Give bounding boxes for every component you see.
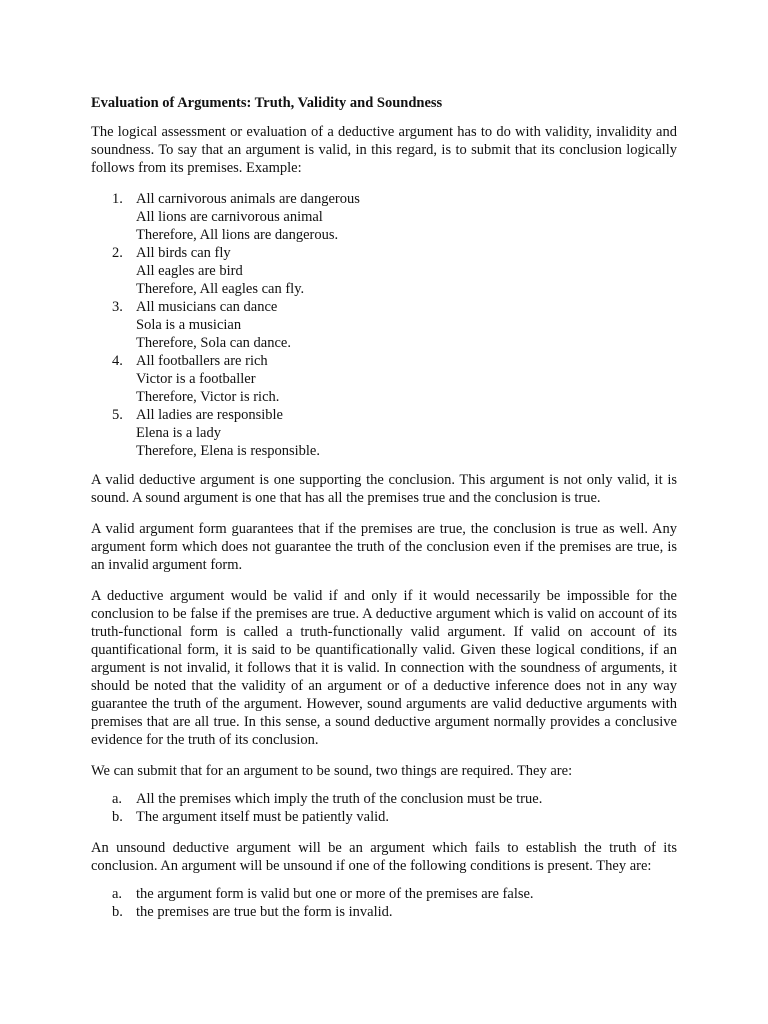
- list-marker: b.: [112, 809, 123, 825]
- example-number: 3.: [112, 299, 123, 315]
- document-title: Evaluation of Arguments: Truth, Validity and Soundness: [91, 95, 443, 111]
- example-number: 1.: [112, 191, 123, 207]
- requirement-item: [91, 808, 677, 826]
- example-premise: Victor is a footballer: [136, 371, 256, 387]
- requirement-item: [91, 790, 677, 808]
- example-premise: All eagles are bird: [136, 263, 243, 279]
- example-conclusion: Therefore, Sola can dance.: [136, 335, 291, 351]
- example-number: 5.: [112, 407, 123, 423]
- body-paragraph: A deductive argument would be valid if and only if it would necessarily be impossible for the conclusion to be false if the premises are true. A deductive argument which is valid on account of its truth-functional form is called a truth-functionally valid argument. If valid on account of its quantificational form, it is said to be quantificationally valid. Given these logical conditions, if an argument is not invalid, it follows that it is valid. In connection with the soundness of arguments, it should be noted that the validity of an argument or of a deductive inference does not in any way guarantee the truth of the argument. However, sound arguments are valid deductive arguments with premises that are all true. In this sense, a sound deductive argument normally provides a conclusive evidence for the truth of its conclusion.: [91, 588, 677, 748]
- example-premise: All lions are carnivorous animal: [136, 209, 323, 225]
- example-premise: All ladies are responsible: [136, 407, 283, 423]
- requirement-text: All the premises which imply the truth of the conclusion must be true.: [136, 791, 543, 807]
- example-item: [91, 298, 677, 352]
- example-item: [91, 244, 677, 298]
- list-marker: b.: [112, 904, 123, 920]
- condition-item: [91, 903, 677, 921]
- sound-requirements-list: [91, 790, 677, 826]
- example-premise: All birds can fly: [136, 245, 231, 261]
- example-premise: Elena is a lady: [136, 425, 221, 441]
- example-number: 4.: [112, 353, 123, 369]
- example-premise: All carnivorous animals are dangerous: [136, 191, 360, 207]
- list-marker: a.: [112, 886, 123, 902]
- document-page: [91, 94, 677, 934]
- example-number: 2.: [112, 245, 123, 261]
- intro-paragraph: The logical assessment or evaluation of a deductive argument has to do with validity, invalidity and soundness. To say that an argument is valid, in this regard, is to submit that its conclusion logically follows from its premises. Example:: [91, 124, 677, 176]
- example-premise: All musicians can dance: [136, 299, 278, 315]
- body-paragraph: A valid deductive argument is one supporting the conclusion. This argument is not only valid, it is sound. A sound argument is one that has all the premises true and the conclusion is true.: [91, 472, 677, 506]
- example-conclusion: Therefore, All eagles can fly.: [136, 281, 305, 297]
- condition-item: [91, 885, 677, 903]
- list-marker: a.: [112, 791, 123, 807]
- body-paragraph: We can submit that for an argument to be sound, two things are required. They are:: [91, 763, 573, 779]
- example-item: [91, 190, 677, 244]
- example-conclusion: Therefore, Elena is responsible.: [136, 443, 320, 459]
- example-item: [91, 406, 677, 460]
- requirement-text: The argument itself must be patiently valid.: [136, 809, 390, 825]
- body-paragraph: A valid argument form guarantees that if the premises are true, the conclusion is true as well. Any argument form which does not guarantee the truth of the conclusion even if the premises are true, is an invalid argument form.: [91, 521, 677, 573]
- example-item: [91, 352, 677, 406]
- example-conclusion: Therefore, Victor is rich.: [136, 389, 280, 405]
- example-list: [91, 190, 677, 460]
- example-premise: All footballers are rich: [136, 353, 268, 369]
- unsound-paragraph: An unsound deductive argument will be an argument which fails to establish the truth of its conclusion. An argument will be unsound if one of the following conditions is present. They are:: [91, 840, 677, 874]
- example-conclusion: Therefore, All lions are dangerous.: [136, 227, 339, 243]
- condition-text: the premises are true but the form is invalid.: [136, 904, 393, 920]
- unsound-conditions-list: [91, 885, 677, 921]
- example-premise: Sola is a musician: [136, 317, 242, 333]
- condition-text: the argument form is valid but one or more of the premises are false.: [136, 886, 534, 902]
